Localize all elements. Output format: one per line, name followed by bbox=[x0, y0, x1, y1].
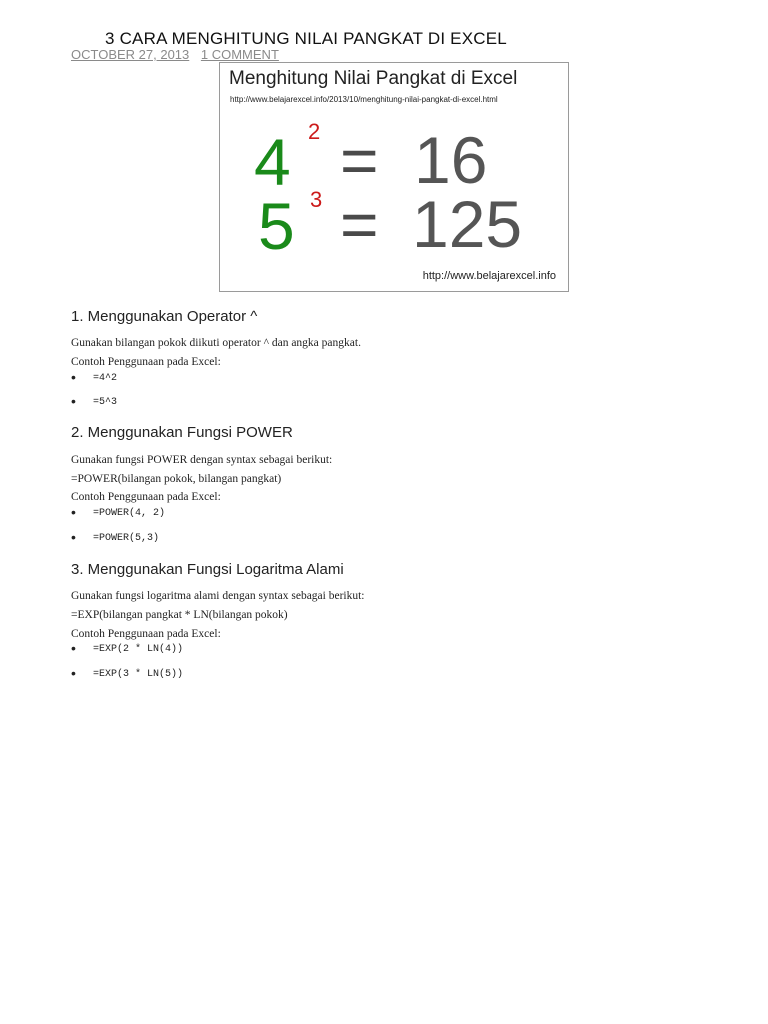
section2-example-label: Contoh Penggunaan pada Excel: bbox=[71, 491, 221, 503]
section2-heading: 2. Menggunakan Fungsi POWER bbox=[71, 424, 293, 441]
section3-syntax: =EXP(bilangan pangkat * LN(bilangan pokok) bbox=[71, 609, 288, 621]
section3-example-label: Contoh Penggunaan pada Excel: bbox=[71, 628, 221, 640]
row2-equals: = bbox=[340, 187, 379, 261]
row1-result: 16 bbox=[414, 123, 488, 197]
code-example: =EXP(3 * LN(5)) bbox=[93, 669, 184, 680]
section1-intro: Gunakan bilangan pokok diikuti operator ^ dan angka pangkat. bbox=[71, 337, 361, 349]
section3-heading: 3. Menggunakan Fungsi Logaritma Alami bbox=[71, 561, 344, 578]
bullet-icon: • bbox=[71, 369, 76, 385]
section2-syntax: =POWER(bilangan pokok, bilangan pangkat) bbox=[71, 473, 282, 485]
section1-heading: 1. Menggunakan Operator ^ bbox=[71, 308, 258, 325]
bullet-icon: • bbox=[71, 665, 76, 681]
row2-exponent: 3 bbox=[310, 187, 323, 212]
pangkat-illustration bbox=[219, 62, 569, 292]
post-title: 3 CARA MENGHITUNG NILAI PANGKAT DI EXCEL bbox=[105, 29, 507, 48]
bullet-icon: • bbox=[71, 393, 76, 409]
figure-url-bottom: http://www.belajarexcel.info bbox=[422, 270, 556, 282]
bullet-icon: • bbox=[71, 640, 76, 656]
section3-intro: Gunakan fungsi logaritma alami dengan syntax sebagai berikut: bbox=[71, 590, 365, 602]
code-example: =POWER(4, 2) bbox=[93, 508, 166, 519]
post-date-link[interactable]: OCTOBER 27, 2013 bbox=[71, 47, 190, 62]
code-example: =5^3 bbox=[93, 397, 118, 408]
row2-result: 125 bbox=[412, 187, 523, 261]
bullet-icon: • bbox=[71, 504, 76, 520]
code-example: =POWER(5,3) bbox=[93, 533, 160, 544]
comments-link[interactable]: 1 COMMENT bbox=[200, 47, 279, 62]
code-example: =4^2 bbox=[93, 373, 118, 384]
post-meta bbox=[71, 47, 287, 62]
section2-intro: Gunakan fungsi POWER dengan syntax sebagai berikut: bbox=[71, 454, 333, 466]
figure-title: Menghitung Nilai Pangkat di Excel bbox=[229, 68, 518, 89]
row1-base: 4 bbox=[254, 125, 291, 199]
row1-exponent: 2 bbox=[308, 119, 321, 144]
figure-url-top: http://www.belajarexcel.info/2013/10/menghitung-nilai-pangkat-di-excel.html bbox=[230, 95, 498, 104]
row2-base: 5 bbox=[258, 189, 295, 263]
row1-equals: = bbox=[340, 123, 379, 197]
bullet-icon: • bbox=[71, 529, 76, 545]
code-example: =EXP(2 * LN(4)) bbox=[93, 644, 184, 655]
section1-example-label: Contoh Penggunaan pada Excel: bbox=[71, 356, 221, 368]
